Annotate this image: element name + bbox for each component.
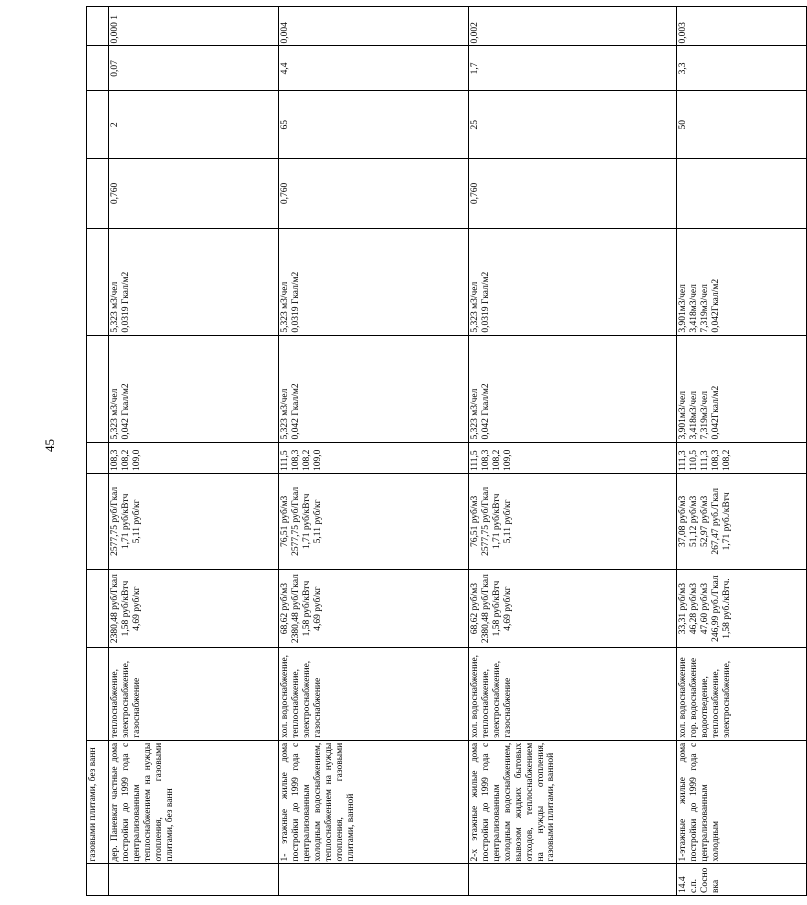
tariff-new-cell-line: 1,71 руб/кВтч bbox=[301, 493, 312, 550]
tariff-new-cell bbox=[469, 474, 677, 570]
consumer-description-cell: 2-х этажные жилые дома постройки до 1999 года с централизованным холодным водоснабжением, вывозом жидких бытовых отходов, теплоснабжением на нужды отопления, газовыми плитами, ванной bbox=[469, 740, 677, 864]
norm-new-cell-line: 0,0319 Гкал/м2 bbox=[480, 271, 491, 333]
tariff-previous-cell-line: 1,58 руб/кВтч bbox=[491, 580, 502, 637]
tariff-previous-cell-line: 1,58 руб/кВтч bbox=[301, 580, 312, 637]
norm-new-cell-line: 5,323 м3/чел bbox=[280, 281, 290, 333]
tariff-table bbox=[86, 6, 807, 896]
growth-index-cell bbox=[109, 442, 279, 474]
tariff-new-cell-line: 1,71 руб./кВтч bbox=[721, 492, 732, 551]
norm-new-cell-line: 5,323 м3/чел bbox=[470, 281, 480, 333]
norm-previous-cell-line: 0,042Гкал/м2 bbox=[710, 385, 721, 440]
table-row bbox=[109, 7, 279, 896]
tariff-previous-cell-line: 2380,48 руб/Гкал bbox=[110, 574, 120, 644]
norm-previous-cell bbox=[279, 335, 469, 442]
services-cell: теплоснабжение, электроснабжение, газоснабжение bbox=[109, 648, 279, 740]
growth-index-cell-line: 108,2 bbox=[301, 449, 312, 472]
growth-index-cell-line: 108,3 bbox=[290, 449, 301, 472]
tariff-previous-cell bbox=[677, 569, 807, 648]
tariff-new-cell-line: 1,71 руб/кВтч bbox=[491, 493, 502, 550]
growth-index-cell bbox=[87, 442, 109, 474]
tariff-previous-cell bbox=[87, 569, 109, 648]
tariff-new-cell-line: 2577,75 руб/Гкал bbox=[110, 486, 120, 556]
factor-cell: 0,760 bbox=[469, 159, 677, 229]
factor-cell bbox=[677, 159, 807, 229]
tariff-previous-cell-line: 2380,48 руб/Гкал bbox=[480, 574, 491, 644]
services-cell: хол. водоснабжение, теплоснабжение, электроснабжение, газоснабжение bbox=[469, 648, 677, 740]
consumer-description-cell: газовыми плитами, без ванн bbox=[87, 740, 109, 864]
change-cell bbox=[87, 46, 109, 91]
change-cell: 3,3 bbox=[677, 46, 807, 91]
table-body bbox=[87, 7, 807, 896]
tariff-previous-cell-line: 1,58 руб/кВтч bbox=[120, 580, 131, 637]
consumer-description-cell: дер. Паневкат частные дома постройки до 1999 года с централизованным теплоснабжением на нужды отопления, газовыми плитами, без ванн bbox=[109, 740, 279, 864]
impact-cell bbox=[87, 7, 109, 46]
change-cell: 4,4 bbox=[279, 46, 469, 91]
norm-previous-cell-line: 0,042 Гкал/м2 bbox=[120, 383, 131, 440]
growth-index-cell-line: 109,0 bbox=[312, 449, 323, 472]
growth-index-cell-line: 111,3 bbox=[678, 450, 688, 472]
norm-previous-cell-line: 5,323 м3/чел bbox=[470, 388, 480, 440]
tariff-new-cell-line: 5,11 руб/кг bbox=[131, 499, 142, 544]
tariff-new-cell-line: 76,51 руб/м3 bbox=[280, 495, 290, 547]
tariff-new-cell bbox=[109, 474, 279, 570]
page-number: 45 bbox=[42, 439, 57, 452]
growth-index-cell-line: 108,2 bbox=[721, 449, 732, 472]
growth-index-cell bbox=[677, 442, 807, 474]
table-row bbox=[469, 7, 677, 896]
services-cell: хол. водоснабжение гор. водоснабжение водоотведение, теплоснабжение, электроснабжение, bbox=[677, 648, 807, 740]
norm-new-cell-line: 0,0319 Гкал/м2 bbox=[120, 271, 131, 333]
tariff-new-cell-line: 2577,75 руб/Гкал bbox=[480, 486, 491, 556]
count-cell bbox=[87, 91, 109, 159]
norm-previous-cell-line: 0,042 Гкал/м2 bbox=[290, 383, 301, 440]
change-cell: 0,07 bbox=[109, 46, 279, 91]
tariff-new-cell-line: 267,47 руб./Гкал bbox=[710, 488, 721, 555]
growth-index-cell-line: 110,5 bbox=[688, 450, 699, 472]
growth-index-cell-line: 108,2 bbox=[120, 449, 131, 472]
growth-index-cell-line: 108,3 bbox=[110, 449, 120, 472]
growth-index-cell-line: 111,5 bbox=[470, 450, 480, 472]
tariff-previous-cell-line: 4,69 руб/кг bbox=[131, 586, 142, 631]
norm-previous-cell-line: 5,323 м3/чел bbox=[110, 388, 120, 440]
tariff-new-cell-line: 1,71 руб/кВтч bbox=[120, 493, 131, 550]
tariff-previous-cell-line: 68,62 руб/м3 bbox=[280, 582, 290, 635]
factor-cell bbox=[87, 159, 109, 229]
tariff-previous-cell-line: 33,31 руб/м3 bbox=[678, 582, 688, 635]
settlement-number-cell: 14.4 с.п. Сосно вка bbox=[677, 864, 807, 896]
settlement-number-cell bbox=[279, 864, 469, 896]
table-row bbox=[677, 7, 807, 896]
table-row bbox=[279, 7, 469, 896]
tariff-previous-cell bbox=[469, 569, 677, 648]
tariff-new-cell-line: 37,08 руб/м3 bbox=[678, 495, 688, 547]
tariff-new-cell-line: 2577,75 руб/Гкал bbox=[290, 486, 301, 556]
norm-new-cell bbox=[677, 228, 807, 335]
consumer-description-cell: 1-этажные жилые дома постройки до 1999 года с централизованным холодным bbox=[677, 740, 807, 864]
tariff-new-cell-line: 5,11 руб/кг bbox=[502, 499, 513, 544]
impact-cell: 0,003 bbox=[677, 7, 807, 46]
growth-index-cell-line: 111,3 bbox=[699, 450, 710, 472]
consumer-description-cell: 1- этажные жилые дома постройки до 1999 года с централизованным холодным водоснабжением, теплоснабжением на нужды отопления, газовыми плитами, ванной bbox=[279, 740, 469, 864]
tariff-new-cell bbox=[279, 474, 469, 570]
norm-previous-cell bbox=[87, 335, 109, 442]
tariff-previous-cell-line: 46,28 руб/м3 bbox=[688, 582, 699, 635]
factor-cell: 0,760 bbox=[109, 159, 279, 229]
norm-previous-cell-line: 5,323 м3/чел bbox=[280, 388, 290, 440]
count-cell: 2 bbox=[109, 91, 279, 159]
norm-new-cell-line: 7,319м3/чел bbox=[699, 284, 710, 333]
growth-index-cell-line: 109,0 bbox=[502, 449, 513, 472]
norm-new-cell-line: 0,0319 Гкал/м2 bbox=[290, 271, 301, 333]
norm-previous-cell-line: 7,319м3/чел bbox=[699, 391, 710, 440]
norm-previous-cell bbox=[677, 335, 807, 442]
norm-new-cell bbox=[87, 228, 109, 335]
tariff-previous-cell-line: 246,99 руб./Гкал bbox=[710, 575, 721, 642]
settlement-number-cell bbox=[109, 864, 279, 896]
norm-new-cell-line: 3,418м3/чел bbox=[688, 284, 699, 333]
growth-index-cell-line: 109,0 bbox=[131, 449, 142, 472]
norm-previous-cell-line: 3,418м3/чел bbox=[688, 391, 699, 440]
norm-new-cell-line: 0,042Гкал/м2 bbox=[710, 278, 721, 333]
norm-new-cell bbox=[109, 228, 279, 335]
tariff-new-cell-line: 5,11 руб/кг bbox=[312, 499, 323, 544]
tariff-previous-cell-line: 68,62 руб/м3 bbox=[470, 582, 480, 635]
growth-index-cell bbox=[279, 442, 469, 474]
tariff-new-cell-line: 51,12 руб/м3 bbox=[688, 495, 699, 547]
norm-new-cell bbox=[279, 228, 469, 335]
norm-previous-cell bbox=[109, 335, 279, 442]
norm-new-cell bbox=[469, 228, 677, 335]
impact-cell: 0,002 bbox=[469, 7, 677, 46]
tariff-new-cell-line: 76,51 руб/м3 bbox=[470, 495, 480, 547]
growth-index-cell-line: 108,3 bbox=[710, 449, 721, 472]
tariff-previous-cell-line: 4,69 руб/кг bbox=[312, 586, 323, 631]
count-cell: 25 bbox=[469, 91, 677, 159]
rotated-table-wrapper bbox=[86, 6, 732, 896]
table-row bbox=[87, 7, 109, 896]
growth-index-cell bbox=[469, 442, 677, 474]
settlement-number-cell bbox=[469, 864, 677, 896]
tariff-previous-cell-line: 2380,48 руб/Гкал bbox=[290, 574, 301, 644]
tariff-new-cell-line: 52,97 руб/м3 bbox=[699, 495, 710, 547]
impact-cell: 0,004 bbox=[279, 7, 469, 46]
tariff-previous-cell bbox=[109, 569, 279, 648]
tariff-new-cell bbox=[87, 474, 109, 570]
change-cell: 1,7 bbox=[469, 46, 677, 91]
count-cell: 50 bbox=[677, 91, 807, 159]
tariff-new-cell bbox=[677, 474, 807, 570]
services-cell bbox=[87, 648, 109, 740]
growth-index-cell-line: 108,3 bbox=[480, 449, 491, 472]
services-cell: хол. водоснабжение, теплоснабжение, электроснабжение, газоснабжение bbox=[279, 648, 469, 740]
tariff-previous-cell-line: 1,58 руб./кВтч. bbox=[721, 578, 732, 639]
tariff-previous-cell-line: 4,69 руб/кг bbox=[502, 586, 513, 631]
tariff-previous-cell-line: 47,60 руб/м3 bbox=[699, 582, 710, 635]
settlement-number-cell bbox=[87, 864, 109, 896]
norm-previous-cell bbox=[469, 335, 677, 442]
impact-cell: 0,000 1 bbox=[109, 7, 279, 46]
norm-new-cell-line: 3,901м3/чел bbox=[678, 284, 688, 333]
factor-cell: 0,760 bbox=[279, 159, 469, 229]
norm-new-cell-line: 5,323 м3/чел bbox=[110, 281, 120, 333]
norm-previous-cell-line: 0,042 Гкал/м2 bbox=[480, 383, 491, 440]
norm-previous-cell-line: 3,901м3/чел bbox=[678, 391, 688, 440]
growth-index-cell-line: 111,5 bbox=[280, 450, 290, 472]
count-cell: 65 bbox=[279, 91, 469, 159]
tariff-previous-cell bbox=[279, 569, 469, 648]
growth-index-cell-line: 108,2 bbox=[491, 449, 502, 472]
